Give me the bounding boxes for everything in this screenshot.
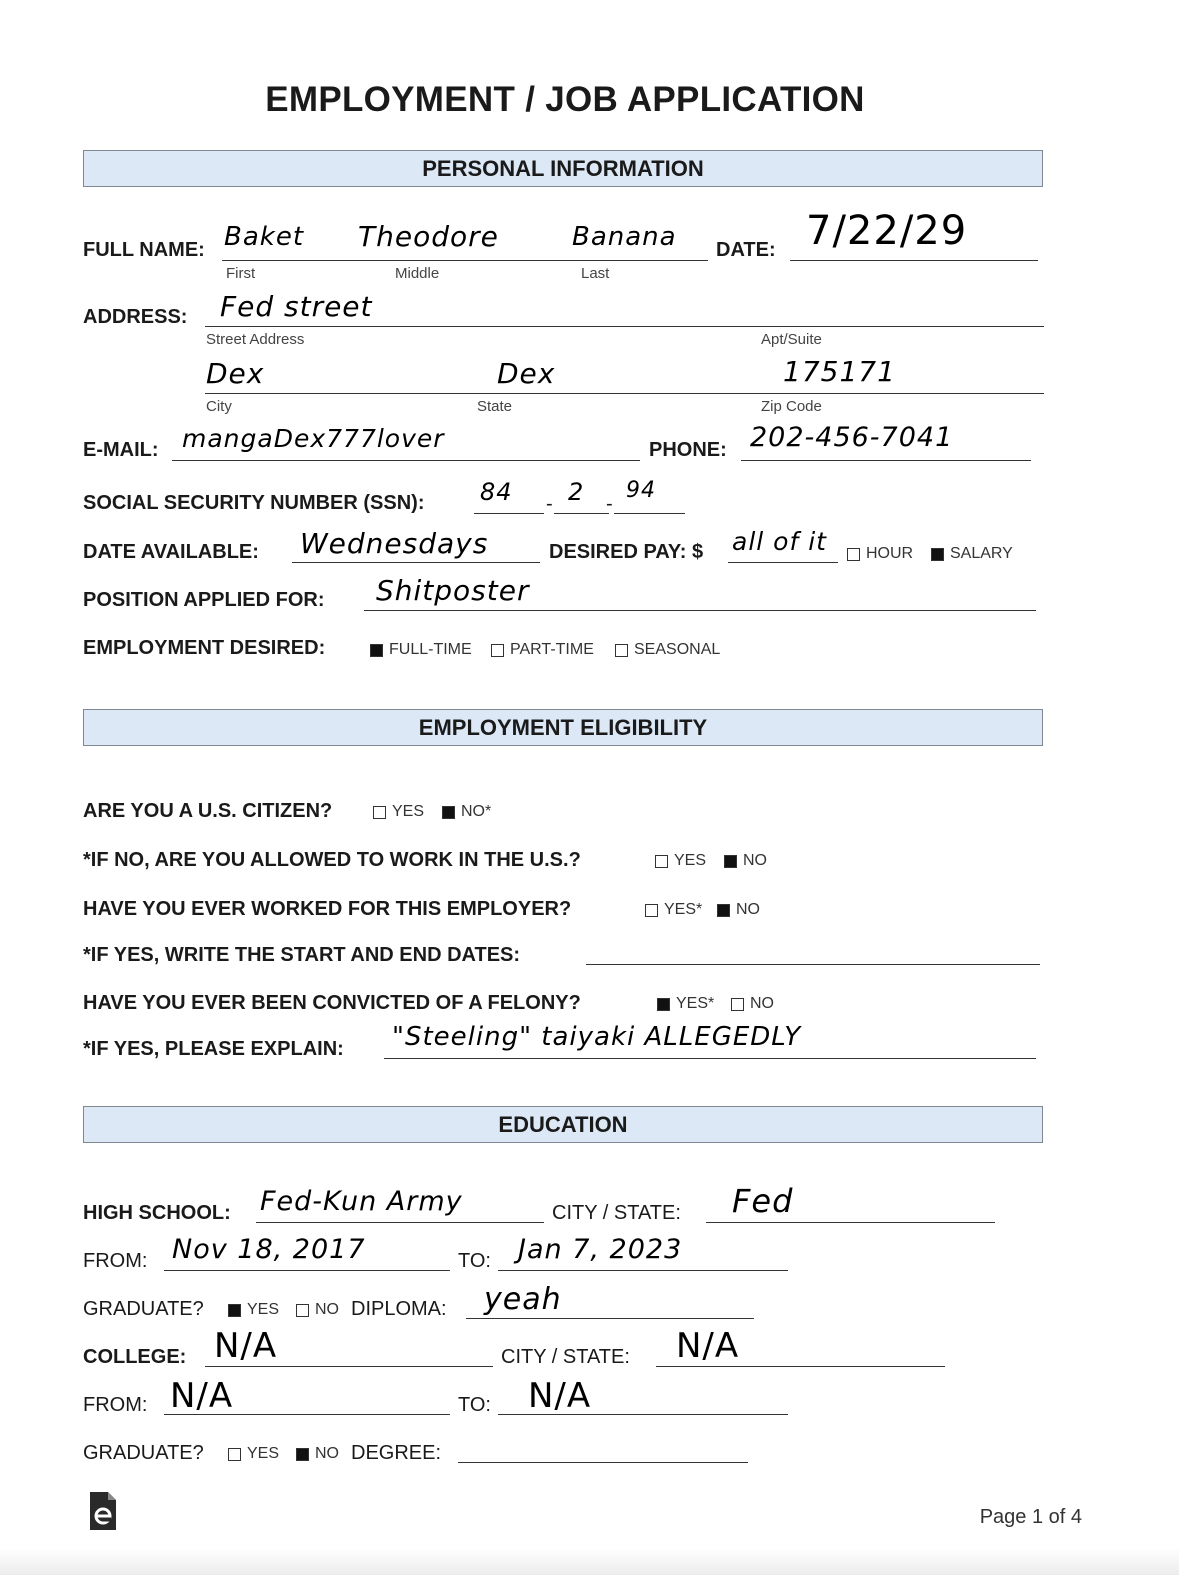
worked-no-option[interactable]	[717, 901, 760, 919]
hour-label: HOUR	[866, 545, 914, 562]
ssn-line-1	[474, 513, 544, 514]
full-name-label: FULL NAME:	[83, 239, 205, 261]
worked-yes-label: YES*	[664, 901, 703, 918]
college-city-state-label: CITY / STATE:	[501, 1346, 630, 1368]
hs-graduate-yes-checkbox[interactable]	[228, 1304, 241, 1317]
last-name-value[interactable]: Banana	[572, 222, 677, 252]
college-graduate-yes-label: YES	[247, 1445, 280, 1462]
worked-no-label: NO	[736, 901, 760, 918]
college-city-state-value[interactable]: N/A	[676, 1326, 740, 1366]
allowed-no-label: NO	[743, 852, 767, 869]
desired-pay-value[interactable]: all of it	[732, 527, 827, 556]
high-school-value[interactable]: Fed-Kun Army	[260, 1186, 463, 1217]
date-label: DATE:	[716, 239, 776, 261]
hs-from-label: FROM:	[83, 1250, 148, 1272]
hs-to-value[interactable]: Jan 7, 2023	[518, 1234, 683, 1265]
ssn-part-3[interactable]: 94	[626, 478, 656, 503]
seasonal-label: SEASONAL	[634, 641, 721, 658]
hs-graduate-label: GRADUATE?	[83, 1298, 204, 1320]
worked-employer-question: HAVE YOU EVER WORKED FOR THIS EMPLOYER?	[83, 898, 572, 920]
allowed-no-option[interactable]	[724, 852, 767, 870]
zip-sublabel: Zip Code	[761, 398, 822, 415]
section-education: EDUCATION	[83, 1106, 1043, 1143]
ssn-line-2	[554, 513, 609, 514]
college-graduate-yes-option[interactable]	[228, 1445, 279, 1463]
diploma-line	[466, 1318, 754, 1319]
phone-line	[741, 460, 1031, 461]
worked-no-checkbox[interactable]	[717, 904, 730, 917]
desired-pay-label: DESIRED PAY: $	[549, 541, 704, 563]
citizen-no-checkbox[interactable]	[442, 806, 455, 819]
full-time-option[interactable]	[370, 641, 472, 659]
position-label: POSITION APPLIED FOR:	[83, 589, 325, 611]
seasonal-checkbox[interactable]	[615, 644, 628, 657]
desired-pay-line	[728, 562, 838, 563]
last-sublabel: Last	[581, 265, 610, 282]
allowed-yes-label: YES	[674, 852, 707, 869]
felony-no-checkbox[interactable]	[731, 998, 744, 1011]
hs-from-value[interactable]: Nov 18, 2017	[172, 1234, 366, 1265]
part-time-label: PART-TIME	[510, 641, 594, 658]
worked-yes-option[interactable]	[645, 901, 702, 919]
full-name-line	[222, 260, 708, 261]
ssn-line-3	[614, 513, 685, 514]
phone-label: PHONE:	[649, 439, 727, 461]
hs-city-state-value[interactable]: Fed	[732, 1182, 794, 1220]
felony-yes-checkbox[interactable]	[657, 998, 670, 1011]
college-graduate-no-label: NO	[315, 1445, 339, 1462]
eforms-logo-icon	[88, 1490, 118, 1532]
street-line	[205, 326, 1044, 327]
date-line	[790, 260, 1038, 261]
salary-option[interactable]	[931, 545, 1013, 563]
worked-yes-checkbox[interactable]	[645, 904, 658, 917]
felony-yes-label: YES*	[676, 995, 715, 1012]
allowed-work-question: *IF NO, ARE YOU ALLOWED TO WORK IN THE U.S.?	[83, 849, 581, 871]
hs-city-state-label: CITY / STATE:	[552, 1202, 681, 1224]
start-end-dates-question: *IF YES, WRITE THE START AND END DATES:	[83, 944, 521, 966]
email-value[interactable]: mangaDex777lover	[182, 424, 445, 453]
diploma-value[interactable]: yeah	[484, 1282, 562, 1317]
hs-graduate-yes-option[interactable]	[228, 1301, 279, 1319]
employment-desired-label: EMPLOYMENT DESIRED:	[83, 637, 326, 659]
ssn-part-2[interactable]: 2	[568, 478, 585, 506]
full-time-label: FULL-TIME	[389, 641, 472, 658]
citizen-question: ARE YOU A U.S. CITIZEN?	[83, 800, 333, 822]
ssn-dash-2: -	[606, 493, 613, 515]
hs-graduate-no-option[interactable]	[296, 1301, 339, 1319]
citizen-no-label: NO*	[461, 803, 492, 820]
felony-no-option[interactable]	[731, 995, 774, 1013]
college-from-label: FROM:	[83, 1394, 148, 1416]
felony-no-label: NO	[750, 995, 774, 1012]
felony-explain-value[interactable]: "Steeling" taiyaki ALLEGEDLY	[392, 1022, 802, 1052]
bottom-shade	[0, 1548, 1179, 1575]
allowed-yes-checkbox[interactable]	[655, 855, 668, 868]
felony-question: HAVE YOU EVER BEEN CONVICTED OF A FELONY?	[83, 992, 581, 1014]
phone-value[interactable]: 202-456-7041	[750, 422, 954, 453]
zip-value[interactable]: 175171	[783, 355, 896, 388]
email-label: E-MAIL:	[83, 439, 159, 461]
college-value[interactable]: N/A	[214, 1326, 278, 1366]
page-number: Page 1 of 4	[979, 1506, 1082, 1528]
street-sublabel: Street Address	[206, 331, 305, 348]
section-employment-eligibility: EMPLOYMENT ELIGIBILITY	[83, 709, 1043, 746]
felony-yes-option[interactable]	[657, 995, 714, 1013]
position-value[interactable]: Shitposter	[376, 574, 530, 607]
ssn-dash-1: -	[546, 493, 553, 515]
city-value[interactable]: Dex	[206, 357, 265, 390]
college-graduate-no-option[interactable]	[296, 1445, 339, 1463]
college-line	[205, 1366, 493, 1367]
ssn-part-1[interactable]: 84	[480, 478, 513, 506]
citizen-yes-checkbox[interactable]	[373, 806, 386, 819]
hour-checkbox[interactable]	[847, 548, 860, 561]
first-sublabel: First	[226, 265, 256, 282]
first-name-value[interactable]: Baket	[224, 222, 305, 252]
college-to-value[interactable]: N/A	[528, 1376, 592, 1416]
allowed-yes-option[interactable]	[655, 852, 706, 870]
hs-to-label: TO:	[458, 1250, 491, 1272]
citizen-no-option[interactable]	[442, 803, 491, 821]
city-sublabel: City	[206, 398, 232, 415]
address-label: ADDRESS:	[83, 306, 188, 328]
part-time-checkbox[interactable]	[491, 644, 504, 657]
degree-line[interactable]	[458, 1462, 748, 1463]
hs-city-state-line	[706, 1222, 995, 1223]
document-title: EMPLOYMENT / JOB APPLICATION	[265, 80, 865, 119]
felony-explain-line	[384, 1058, 1036, 1059]
hs-graduate-yes-label: YES	[247, 1301, 280, 1318]
full-time-checkbox[interactable]	[370, 644, 383, 657]
high-school-line	[256, 1222, 544, 1223]
middle-name-value[interactable]: Theodore	[358, 220, 499, 253]
salary-label: SALARY	[950, 545, 1013, 562]
citizen-yes-label: YES	[392, 803, 425, 820]
college-from-value[interactable]: N/A	[170, 1376, 234, 1416]
middle-sublabel: Middle	[395, 265, 440, 282]
state-sublabel: State	[477, 398, 513, 415]
college-graduate-yes-checkbox[interactable]	[228, 1448, 241, 1461]
college-city-state-line	[656, 1366, 945, 1367]
college-to-label: TO:	[458, 1394, 491, 1416]
ssn-label: SOCIAL SECURITY NUMBER (SSN):	[83, 492, 425, 514]
date-value[interactable]: 7/22/29	[806, 208, 968, 254]
hs-to-line	[498, 1270, 788, 1271]
hs-graduate-no-checkbox[interactable]	[296, 1304, 309, 1317]
felony-explain-label: *IF YES, PLEASE EXPLAIN:	[83, 1038, 344, 1060]
street-value[interactable]: Fed street	[220, 290, 373, 323]
college-graduate-label: GRADUATE?	[83, 1442, 204, 1464]
hs-from-line	[164, 1270, 450, 1271]
date-available-value[interactable]: Wednesdays	[300, 527, 489, 560]
start-end-dates-line[interactable]	[586, 964, 1040, 965]
allowed-no-checkbox[interactable]	[724, 855, 737, 868]
degree-label: DEGREE:	[351, 1442, 442, 1464]
hs-graduate-no-label: NO	[315, 1301, 339, 1318]
email-line	[172, 460, 640, 461]
date-available-line	[292, 562, 540, 563]
citizen-yes-option[interactable]	[373, 803, 424, 821]
seasonal-option[interactable]	[615, 641, 720, 659]
diploma-label: DIPLOMA:	[351, 1298, 447, 1320]
city-state-zip-line	[205, 393, 1044, 394]
section-personal-information: PERSONAL INFORMATION	[83, 150, 1043, 187]
date-available-label: DATE AVAILABLE:	[83, 541, 259, 563]
apt-sublabel: Apt/Suite	[761, 331, 822, 348]
salary-checkbox[interactable]	[931, 548, 944, 561]
high-school-label: HIGH SCHOOL:	[83, 1202, 231, 1224]
college-label: COLLEGE:	[83, 1346, 187, 1368]
part-time-option[interactable]	[491, 641, 594, 659]
state-value[interactable]: Dex	[497, 357, 556, 390]
position-line	[364, 610, 1036, 611]
college-graduate-no-checkbox[interactable]	[296, 1448, 309, 1461]
hour-option[interactable]	[847, 545, 913, 563]
